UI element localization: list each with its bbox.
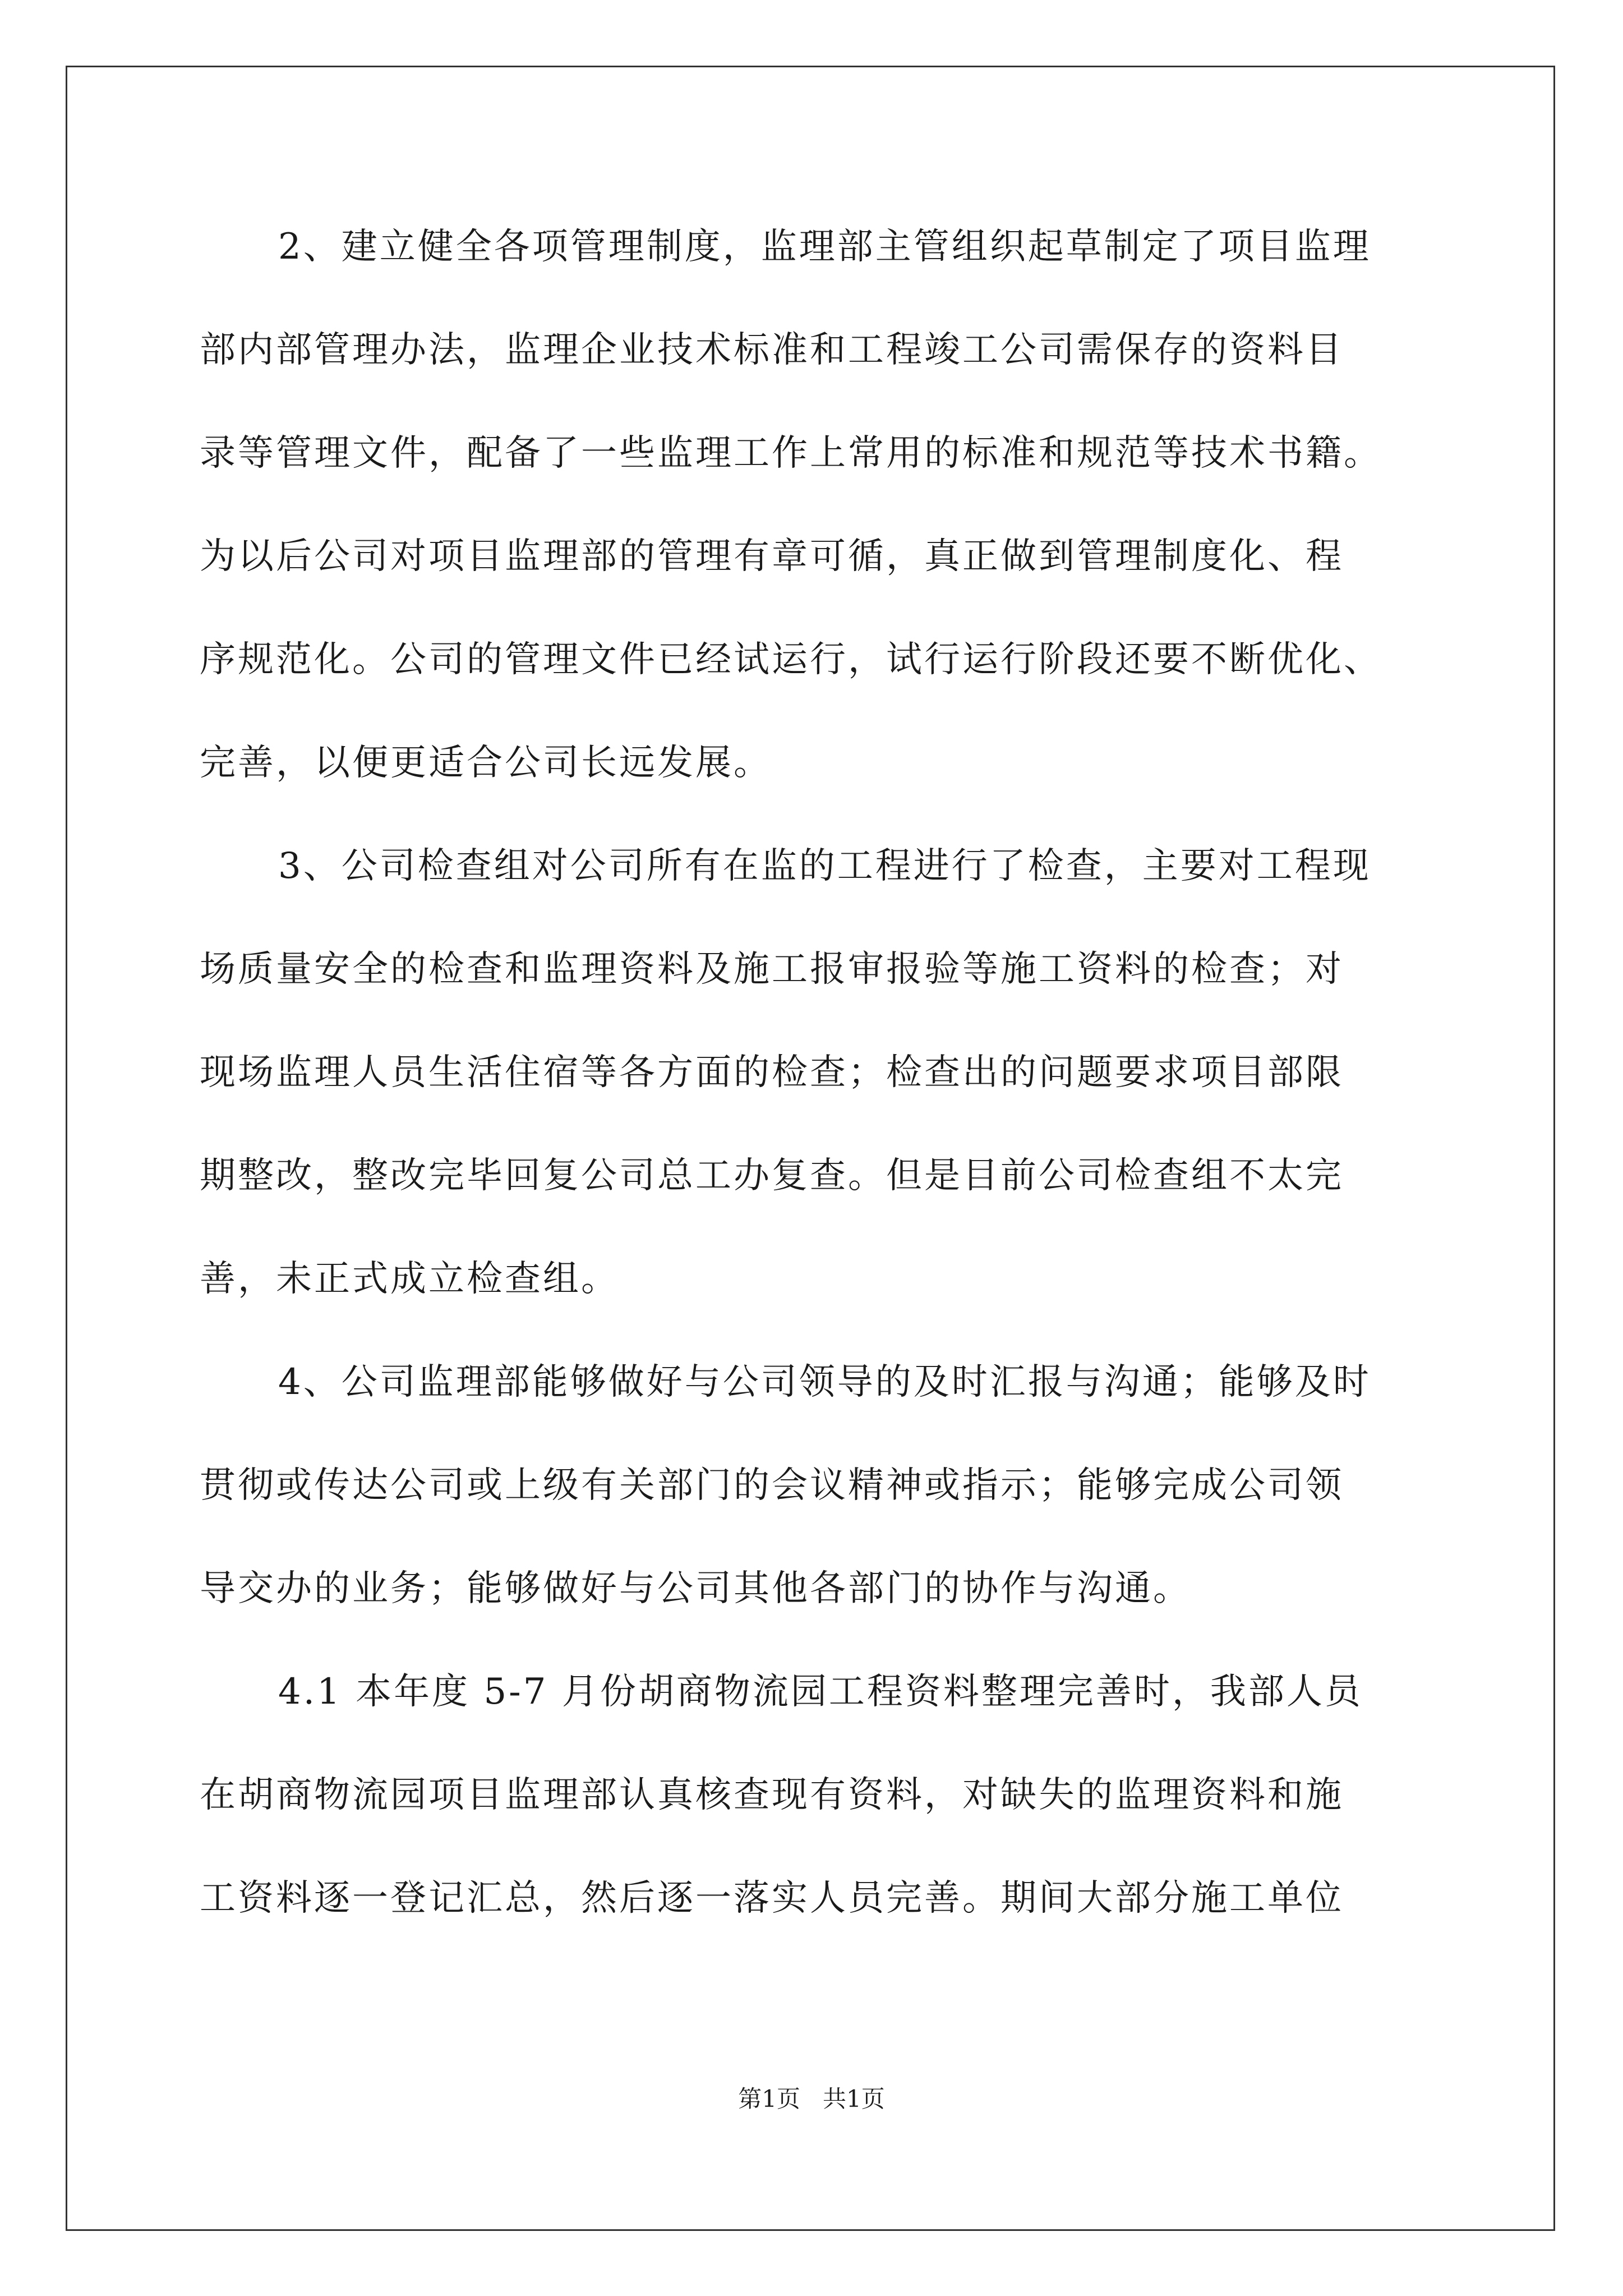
paragraph-2-line-4: 为以后公司对项目监理部的管理有章可循，真正做到管理制度化、程: [200, 536, 1344, 577]
paragraph-2-line-6: 完善，以便更适合公司长远发展。: [200, 742, 772, 784]
paragraph-3-line-1: 3、公司检查组对公司所有在监的工程进行了检查，主要对工程现: [278, 845, 1371, 887]
paragraph-4-1-line-3: 工资料逐一登记汇总，然后逐一落实人员完善。期间大部分施工单位: [200, 1878, 1344, 1919]
paragraph-3-line-3: 现场监理人员生活住宿等各方面的检查；检查出的问题要求项目部限: [200, 1052, 1344, 1093]
paragraph-3-line-5: 善，未正式成立检查组。: [200, 1258, 619, 1300]
paragraph-2-line-5: 序规范化。公司的管理文件已经试运行，试行运行阶段还要不断优化、: [200, 639, 1382, 680]
page-footer: 第1页 共1页: [738, 2085, 885, 2113]
paragraph-2-line-2: 部内部管理办法，监理企业技术标准和工程竣工公司需保存的资料目: [200, 329, 1344, 371]
paragraph-4-line-2: 贯彻或传达公司或上级有关部门的会议精神或指示；能够完成公司领: [200, 1465, 1344, 1506]
paragraph-3-line-4: 期整改，整改完毕回复公司总工办复查。但是目前公司检查组不太完: [200, 1155, 1344, 1197]
paragraph-4-line-1: 4、公司监理部能够做好与公司领导的及时汇报与沟通；能够及时: [278, 1361, 1371, 1403]
paragraph-2-line-3: 录等管理文件，配备了一些监理工作上常用的标准和规范等技术书籍。: [200, 432, 1382, 474]
paragraph-4-line-3: 导交办的业务；能够做好与公司其他各部门的协作与沟通。: [200, 1568, 1191, 1609]
paragraph-4-1-line-2: 在胡商物流园项目监理部认真核查现有资料，对缺失的监理资料和施: [200, 1774, 1344, 1816]
paragraph-4-1-line-1: 4.1 本年度 5-7 月份胡商物流园工程资料整理完善时，我部人员: [278, 1671, 1363, 1713]
paragraph-3-line-2: 场质量安全的检查和监理资料及施工报审报验等施工资料的检查；对: [200, 949, 1344, 990]
document-body: [200, 213, 1433, 1968]
paragraph-2-line-1: 2、建立健全各项管理制度，监理部主管组织起草制定了项目监理: [278, 226, 1371, 268]
